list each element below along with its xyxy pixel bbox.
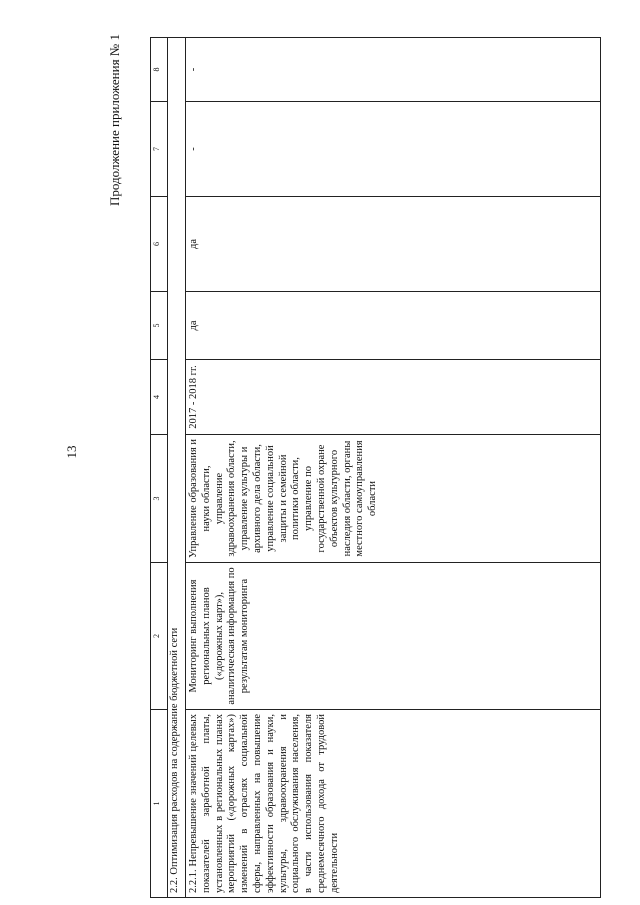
cell-col8: -	[186, 38, 601, 102]
table-row	[186, 38, 601, 898]
cell-col5: да	[186, 292, 601, 360]
column-number: 8	[151, 38, 168, 102]
column-number: 1	[151, 710, 168, 898]
measure-description: 2.2.1. Непревышение значений целевых показателей заработной платы, установленных в региональных планах мероприятий («дорожных картах») изменений в отраслях социальной сферы, направленных на повышение эффективности образования и науки, культуры, здравоохранения и социального обслуживания населения, в части использования показателя среднемесячного дохода от трудовой деятельности	[186, 710, 601, 898]
cell-col6: да	[186, 197, 601, 292]
responsible-executors: Управление образования и науки области, управление здравоохранения области, управление культуры и архивного дела области, управление социальной защиты и семейной политики области, управление по государственной охране объектов культурного наследия области, органы местного самоуправления области	[186, 435, 601, 563]
column-number: 2	[151, 563, 168, 710]
table-container	[150, 38, 610, 898]
column-number: 4	[151, 360, 168, 435]
column-number: 6	[151, 197, 168, 292]
result-form: Мониторинг выполнения региональных планов («дорожных карт»), аналитическая информация по результатам мониторинга	[186, 563, 601, 710]
measures-table	[150, 37, 601, 898]
cell-col7: -	[186, 102, 601, 197]
page-number: 13	[64, 445, 79, 459]
appendix-label: Продолжение приложения № 1	[107, 34, 122, 206]
section-title: 2.2. Оптимизация расходов на содержание бюджетной сети	[168, 38, 186, 898]
rotated-table-frame	[150, 38, 610, 898]
column-number-row	[151, 38, 168, 898]
column-number: 3	[151, 435, 168, 563]
deadline: 2017 - 2018 гг.	[186, 360, 601, 435]
section-row	[168, 38, 186, 898]
column-number: 5	[151, 292, 168, 360]
column-number: 7	[151, 102, 168, 197]
